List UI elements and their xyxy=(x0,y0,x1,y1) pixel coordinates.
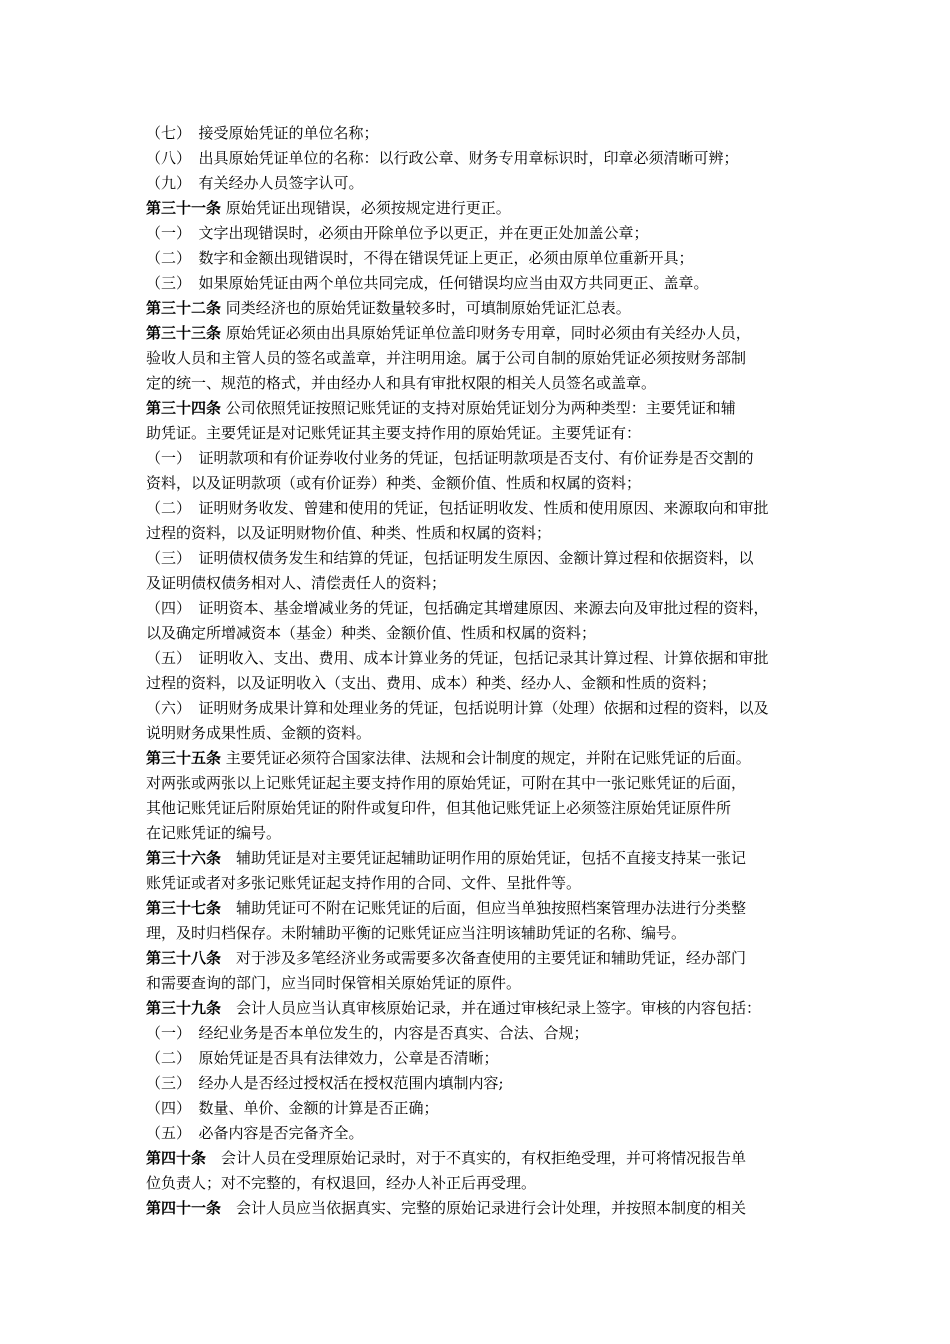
article-text: 辅助凭证可不附在记账凭证的后面，但应当单独按照档案管理办法进行分类整 xyxy=(221,899,747,917)
document-body xyxy=(146,121,814,1221)
article-label: 第三十九条 xyxy=(146,999,222,1017)
text-line: 助凭证。主要凭证是对记账凭证其主要支持作用的原始凭证。主要凭证有： xyxy=(146,424,642,442)
text-line: （八） 出具原始凭证单位的名称：以行政公章、财务专用章标识时，印章必须清晰可辨； xyxy=(146,149,739,167)
text-line: （三） 证明债权债务发生和结算的凭证，包括证明发生原因、金额计算过程和依据资料，以 xyxy=(146,549,754,567)
text-line: （二） 证明财务收发、曾建和使用的凭证，包括证明收发、性质和使用原因、来源取向和审批 xyxy=(146,499,769,517)
text-line: （一） 经纪业务是否本单位发生的，内容是否真实、合法、合规； xyxy=(146,1024,589,1042)
text-line: （三） 如果原始凭证由两个单位共同完成，任何错误均应当由双方共同更正、盖章。 xyxy=(146,274,709,292)
text-line: 以及确定所增减资本（基金）种类、金额价值、性质和权属的资料； xyxy=(146,624,597,642)
article-label: 第三十三条 xyxy=(146,324,222,342)
article-35 xyxy=(146,746,814,771)
text-line: （五） 证明收入、支出、费用、成本计算业务的凭证，包括记录其计算过程、计算依据和审批 xyxy=(146,649,769,667)
text-line: （二） 数字和金额出现错误时，不得在错误凭证上更正，必须由原单位重新开具； xyxy=(146,249,694,267)
article-34 xyxy=(146,396,814,421)
text-line: （四） 数量、单价、金额的计算是否正确； xyxy=(146,1099,439,1117)
text-line: 对两张或两张以上记账凭证起主要支持作用的原始凭证，可附在其中一张记账凭证的后面， xyxy=(146,774,747,792)
text-line: （四） 证明资本、基金增减业务的凭证，包括确定其增建原因、来源去向及审批过程的资料， xyxy=(146,599,769,617)
article-text: 主要凭证必须符合国家法律、法规和会计制度的规定，并附在记账凭证的后面。 xyxy=(221,749,751,767)
article-37 xyxy=(146,896,814,921)
text-line: （九） 有关经办人员签字认可。 xyxy=(146,174,364,192)
text-line: 及证明债权债务相对人、清偿责任人的资料； xyxy=(146,574,447,592)
text-line: 定的统一、规范的格式，并由经办人和具有审批权限的相关人员签名或盖章。 xyxy=(146,374,657,392)
article-text: 会计人员在受理原始记录时，对于不真实的，有权拒绝受理，并可将情况报告单 xyxy=(206,1149,747,1167)
text-line: （五） 必备内容是否完备齐全。 xyxy=(146,1124,364,1142)
article-label: 第三十八条 xyxy=(146,949,222,967)
article-label: 第三十四条 xyxy=(146,399,222,417)
text-line: 理，及时归档保存。未附辅助平衡的记账凭证应当注明该辅助凭证的名称、编号。 xyxy=(146,924,687,942)
article-31 xyxy=(146,196,814,221)
text-line: 说明财务成果性质、金额的资料。 xyxy=(146,724,372,742)
text-line: 验收人员和主管人员的签名或盖章，并注明用途。属于公司自制的原始凭证必须按财务部制 xyxy=(146,349,747,367)
text-line: （一） 文字出现错误时，必须由开除单位予以更正，并在更正处加盖公章； xyxy=(146,224,649,242)
article-38 xyxy=(146,946,814,971)
article-32 xyxy=(146,296,814,321)
text-line: （六） 证明财务成果计算和处理业务的凭证，包括说明计算（处理）依据和过程的资料，以及 xyxy=(146,699,769,717)
text-line: 过程的资料，以及证明收入（支出、费用、成本）种类、经办人、金额和性质的资料； xyxy=(146,674,717,692)
article-41 xyxy=(146,1196,814,1221)
article-label: 第四十条 xyxy=(146,1149,207,1167)
article-label: 第四十一条 xyxy=(146,1199,222,1217)
article-33 xyxy=(146,321,814,346)
article-label: 第三十六条 xyxy=(146,849,222,867)
text-line: 在记账凭证的编号。 xyxy=(146,824,282,842)
article-text: 同类经济也的原始凭证数量较多时，可填制原始凭证汇总表。 xyxy=(221,299,631,317)
article-text: 辅助凭证是对主要凭证起辅助证明作用的原始凭证，包括不直接支持某一张记 xyxy=(221,849,747,867)
article-text: 会计人员应当认真审核原始记录，并在通过审核纪录上签字。审核的内容包括： xyxy=(221,999,762,1017)
article-label: 第三十五条 xyxy=(146,749,222,767)
text-line: 其他记账凭证后附原始凭证的附件或复印件，但其他记账凭证上必须签注原始凭证原件所 xyxy=(146,799,732,817)
article-36 xyxy=(146,846,814,871)
article-40 xyxy=(146,1146,814,1171)
text-line: 和需要查询的部门，应当同时保管相关原始凭证的原件。 xyxy=(146,974,522,992)
article-label: 第三十一条 xyxy=(146,199,222,217)
text-line: 过程的资料，以及证明财物价值、种类、性质和权属的资料； xyxy=(146,524,552,542)
article-39 xyxy=(146,996,814,1021)
text-line: 位负责人；对不完整的，有权退回，经办人补正后再受理。 xyxy=(146,1174,537,1192)
text-line: 账凭证或者对多张记账凭证起支持作用的合同、文件、呈批件等。 xyxy=(146,874,582,892)
text-line: 资料，以及证明款项（或有价证券）种类、金额价值、性质和权属的资料； xyxy=(146,474,642,492)
article-text: 原始凭证出现错误，必须按规定进行更正。 xyxy=(221,199,511,217)
article-text: 原始凭证必须由出具原始凭证单位盖印财务专用章，同时必须由有关经办人员， xyxy=(221,324,751,342)
article-label: 第三十七条 xyxy=(146,899,222,917)
text-line: （三） 经办人是否经过授权活在授权范围内填制内容; xyxy=(146,1074,504,1092)
article-label: 第三十二条 xyxy=(146,299,222,317)
text-line: （一） 证明款项和有价证券收付业务的凭证，包括证明款项是否支付、有价证券是否交割的 xyxy=(146,449,754,467)
text-line: （七） 接受原始凭证的单位名称； xyxy=(146,124,379,142)
text-line: （二） 原始凭证是否具有法律效力，公章是否清晰； xyxy=(146,1049,499,1067)
article-text: 对于涉及多笔经济业务或需要多次备查使用的主要凭证和辅助凭证，经办部门 xyxy=(221,949,747,967)
article-text: 公司依照凭证按照记账凭证的支持对原始凭证划分为两种类型：主要凭证和辅 xyxy=(221,399,736,417)
article-text: 会计人员应当依据真实、完整的原始记录进行会计处理，并按照本制度的相关 xyxy=(221,1199,747,1217)
